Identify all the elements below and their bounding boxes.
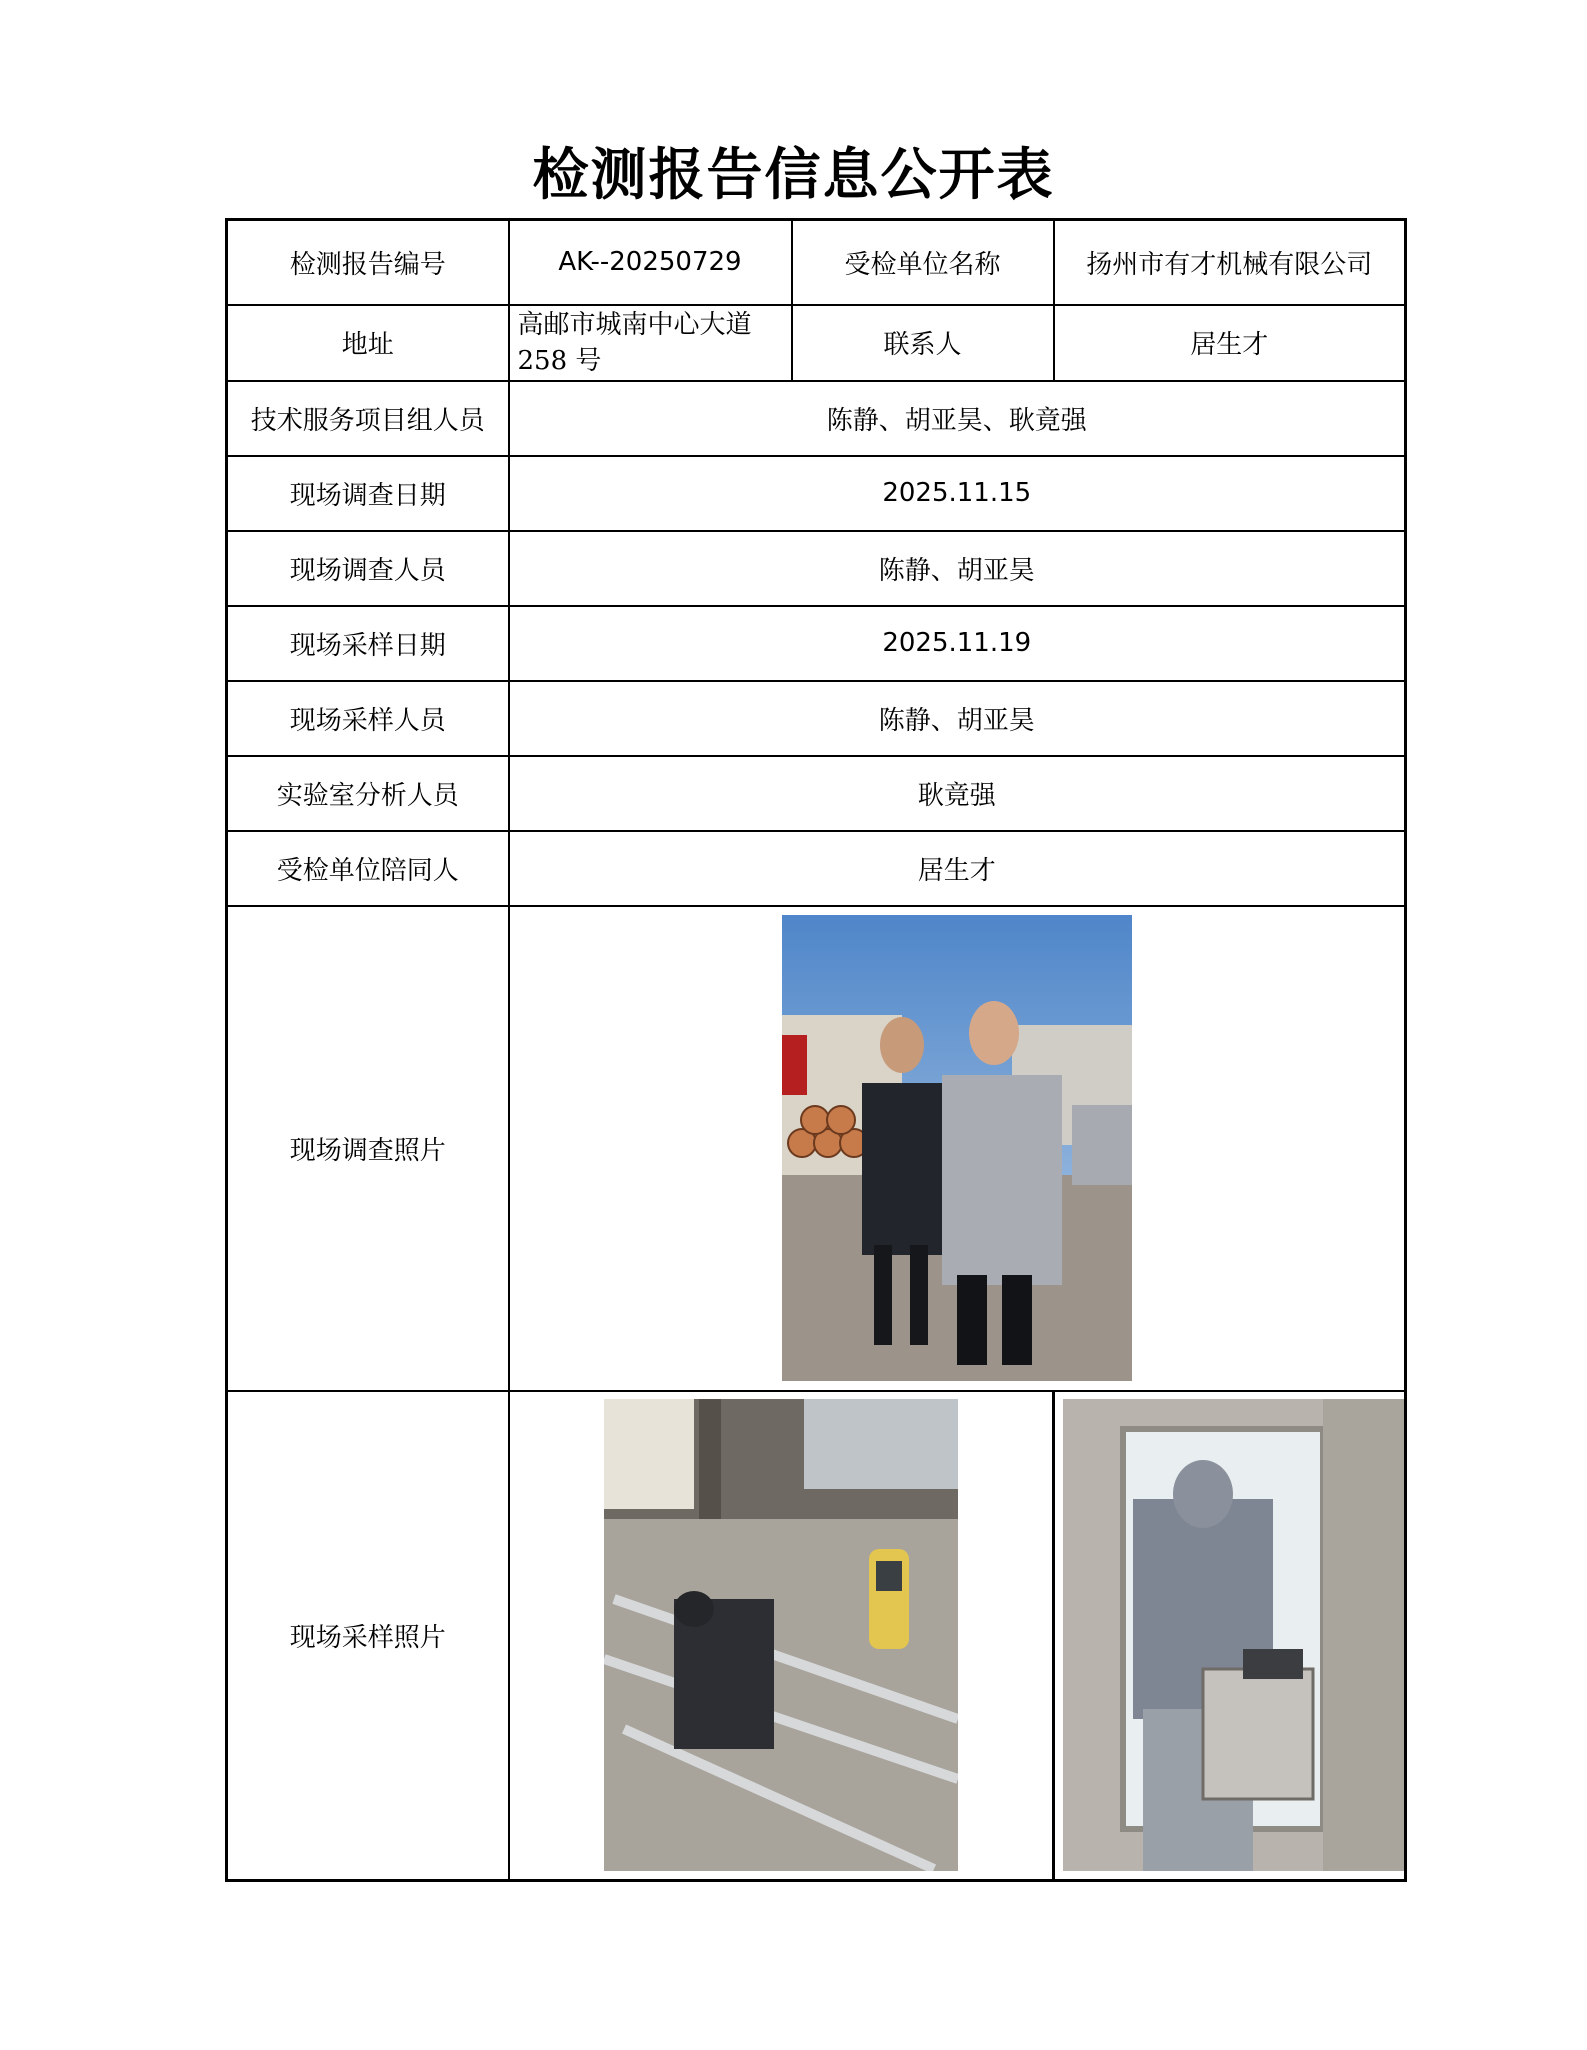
report-info-table bbox=[225, 218, 1407, 1882]
sampling-photo-cell-2 bbox=[1054, 1391, 1406, 1881]
table-row bbox=[227, 1391, 1406, 1881]
sampling-staff-value: 陈静、胡亚昊 bbox=[509, 681, 1406, 756]
sampling-photo-2 bbox=[1063, 1399, 1406, 1871]
escort-value: 居生才 bbox=[509, 831, 1406, 906]
sampling-photo-label: 现场采样照片 bbox=[227, 1391, 509, 1881]
table-row bbox=[227, 906, 1406, 1391]
table-row bbox=[227, 756, 1406, 831]
report-no-value: AK--20250729 bbox=[509, 220, 792, 305]
unit-name-label: 受检单位名称 bbox=[792, 220, 1054, 305]
report-no-label: 检测报告编号 bbox=[227, 220, 509, 305]
table-row bbox=[227, 681, 1406, 756]
page-title: 检测报告信息公开表 bbox=[532, 142, 1055, 208]
survey-staff-value: 陈静、胡亚昊 bbox=[509, 531, 1406, 606]
table-row bbox=[227, 831, 1406, 906]
survey-photo-cell bbox=[509, 906, 1406, 1391]
contact-value: 居生才 bbox=[1054, 305, 1406, 381]
sampling-staff-label: 现场采样人员 bbox=[227, 681, 509, 756]
survey-date-value: 2025.11.15 bbox=[509, 456, 1406, 531]
sampling-date-value: 2025.11.19 bbox=[509, 606, 1406, 681]
table-row bbox=[227, 606, 1406, 681]
sampling-photo-cell-1 bbox=[509, 1391, 1054, 1881]
lab-analyst-value: 耿竟强 bbox=[509, 756, 1406, 831]
table-row bbox=[227, 220, 1406, 305]
escort-label: 受检单位陪同人 bbox=[227, 831, 509, 906]
table-row bbox=[227, 456, 1406, 531]
survey-photo bbox=[782, 915, 1132, 1381]
table-row bbox=[227, 305, 1406, 381]
survey-date-label: 现场调查日期 bbox=[227, 456, 509, 531]
unit-name-value: 扬州市有才机械有限公司 bbox=[1054, 220, 1406, 305]
project-team-value: 陈静、胡亚昊、耿竟强 bbox=[509, 381, 1406, 456]
lab-analyst-label: 实验室分析人员 bbox=[227, 756, 509, 831]
contact-label: 联系人 bbox=[792, 305, 1054, 381]
survey-photo-label: 现场调查照片 bbox=[227, 906, 509, 1391]
table-row bbox=[227, 531, 1406, 606]
table-row bbox=[227, 381, 1406, 456]
survey-staff-label: 现场调查人员 bbox=[227, 531, 509, 606]
sampling-photo-1 bbox=[604, 1399, 958, 1871]
address-value: 高邮市城南中心大道 258 号 bbox=[509, 305, 792, 381]
sampling-date-label: 现场采样日期 bbox=[227, 606, 509, 681]
address-label: 地址 bbox=[227, 305, 509, 381]
project-team-label: 技术服务项目组人员 bbox=[227, 381, 509, 456]
